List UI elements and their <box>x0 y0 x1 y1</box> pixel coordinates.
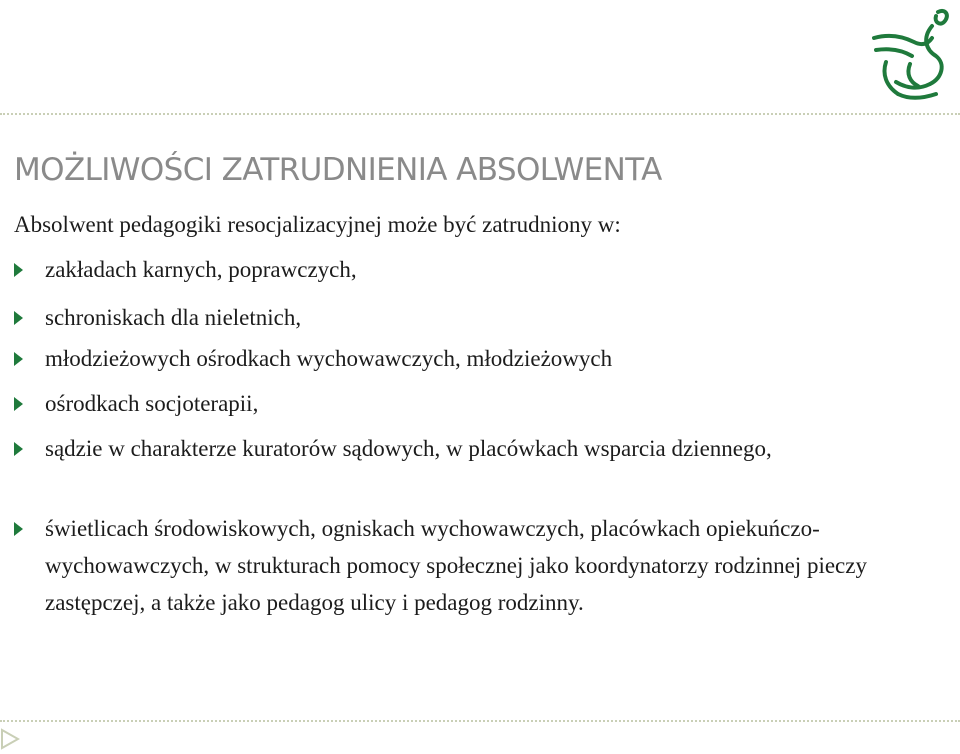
bottom-divider <box>0 720 960 722</box>
list-item <box>14 430 914 467</box>
list-item <box>14 385 914 422</box>
triangle-bullet-icon <box>14 522 23 536</box>
page-title: MOŻLIWOŚCI ZATRUDNIENIA ABSOLWENTA <box>14 152 662 188</box>
list-item <box>14 510 914 621</box>
list-item-text: schroniskach dla nieletnich, <box>45 305 302 330</box>
triangle-bullet-icon <box>14 397 23 411</box>
list-item <box>14 299 914 336</box>
top-divider <box>0 113 960 115</box>
triangle-bullet-icon <box>14 263 23 277</box>
list-item-text: młodzieżowych ośrodkach wychowawczych, młodzieżowych <box>45 346 613 371</box>
list-item-text: sądzie w charakterze kuratorów sądowych, w placówkach wsparcia dziennego, <box>45 436 772 461</box>
list-item-text: świetlicach środowiskowych, ogniskach wychowawczych, placówkach opiekuńczo-wychowawczych, w strukturach pomocy społecznej jako koordynatorzy rodzinnej pieczy zastępczej, a także jako pedagog ulicy i pedagog rodzinny. <box>45 516 867 615</box>
seated-figure-logo-icon <box>866 4 952 104</box>
list-item <box>14 340 914 377</box>
triangle-bullet-icon <box>14 311 23 325</box>
triangle-bullet-icon <box>14 352 23 366</box>
triangle-corner-icon <box>0 728 20 750</box>
intro-text: Absolwent pedagogiki resocjalizacyjnej może być zatrudniony w: <box>14 212 621 237</box>
triangle-bullet-icon <box>14 442 23 456</box>
list-item-text: zakładach karnych, poprawczych, <box>45 257 357 282</box>
list-item-text: ośrodkach socjoterapii, <box>45 391 259 416</box>
list-item <box>14 251 914 288</box>
